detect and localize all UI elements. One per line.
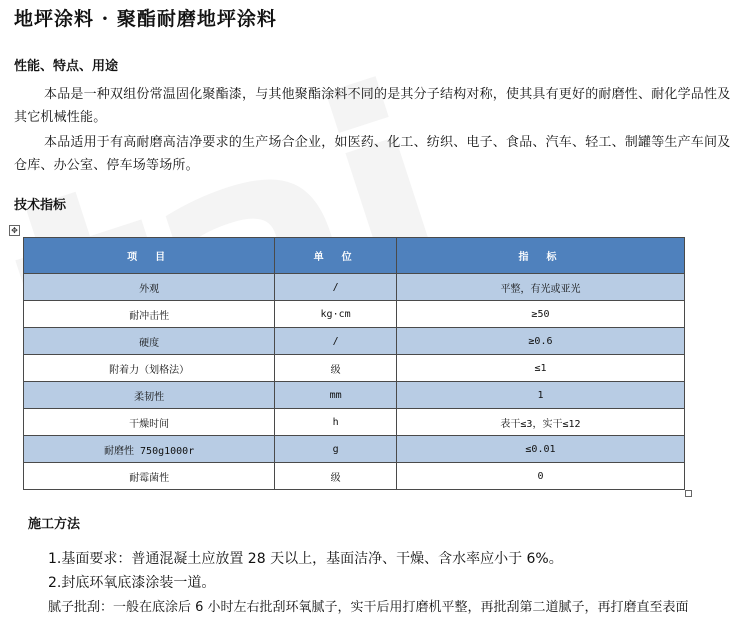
cell-item: 干燥时间 [24,409,275,436]
spec-table [23,237,685,490]
table-row [24,301,685,328]
cell-unit: 级 [275,355,397,382]
cell-item: 硬度 [24,328,275,355]
table-row [24,328,685,355]
cell-unit: 级 [275,463,397,490]
method-heading: 施工方法 [28,517,81,532]
table-row [24,409,685,436]
cell-item: 耐磨性 750g1000r [24,436,275,463]
cell-index: 平整，有光或亚光 [396,274,684,301]
performance-paragraph-1: 本品是一种双组份常温固化聚酯漆，与其他聚酯涂料不同的是其分子结构对称，使其具有更好的耐磨性、耐化学品性及其它机械性能。 [14,87,731,125]
cell-index: 0 [396,463,684,490]
specs-heading: 技术指标 [14,198,67,213]
cell-index: ≤0.01 [396,436,684,463]
cell-unit: / [275,328,397,355]
cell-index: ≥0.6 [396,328,684,355]
table-row [24,436,685,463]
document-title: 地坪涂料 · 聚酯耐磨地坪涂料 [14,8,277,30]
header-index: 指 标 [396,238,684,274]
cell-unit: / [275,274,397,301]
cell-item: 附着力（划格法） [24,355,275,382]
cell-item: 耐冲击性 [24,301,275,328]
method-line-1: 1.基面要求：普通混凝土应放置 28 天以上，基面洁净、干燥、含水率应小于 6%。 [48,551,563,567]
method-line-2: 2.封底环氧底漆涂装一道。 [48,575,216,591]
table-row [24,463,685,490]
method-line-3: 腻子批刮：一般在底涂后 6 小时左右批刮环氧腻子，实干后用打磨机平整，再批刮第二道腻子，再打磨直至表面 [48,600,689,615]
performance-paragraph-2: 本品适用于有高耐磨高洁净要求的生产场合企业，如医药、化工、纺织、电子、食品、汽车、轻工、制罐等生产车间及仓库、办公室、停车场等场所。 [14,135,731,173]
cell-unit: mm [275,382,397,409]
table-move-handle-icon[interactable]: ✥ [9,225,20,236]
cell-index: 1 [396,382,684,409]
table-row [24,355,685,382]
performance-heading: 性能、特点、用途 [14,59,119,74]
cell-index: ≤1 [396,355,684,382]
cell-item: 耐霉菌性 [24,463,275,490]
table-row [24,274,685,301]
table-row [24,382,685,409]
cell-unit: g [275,436,397,463]
cell-index: ≥50 [396,301,684,328]
cell-unit: h [275,409,397,436]
spec-table-header-row [24,238,685,274]
header-item: 项 目 [24,238,275,274]
header-unit: 单 位 [275,238,397,274]
cell-index: 表干≤3，实干≤12 [396,409,684,436]
cell-item: 外观 [24,274,275,301]
cell-item: 柔韧性 [24,382,275,409]
cell-unit: kg·cm [275,301,397,328]
table-resize-handle[interactable] [685,490,692,497]
